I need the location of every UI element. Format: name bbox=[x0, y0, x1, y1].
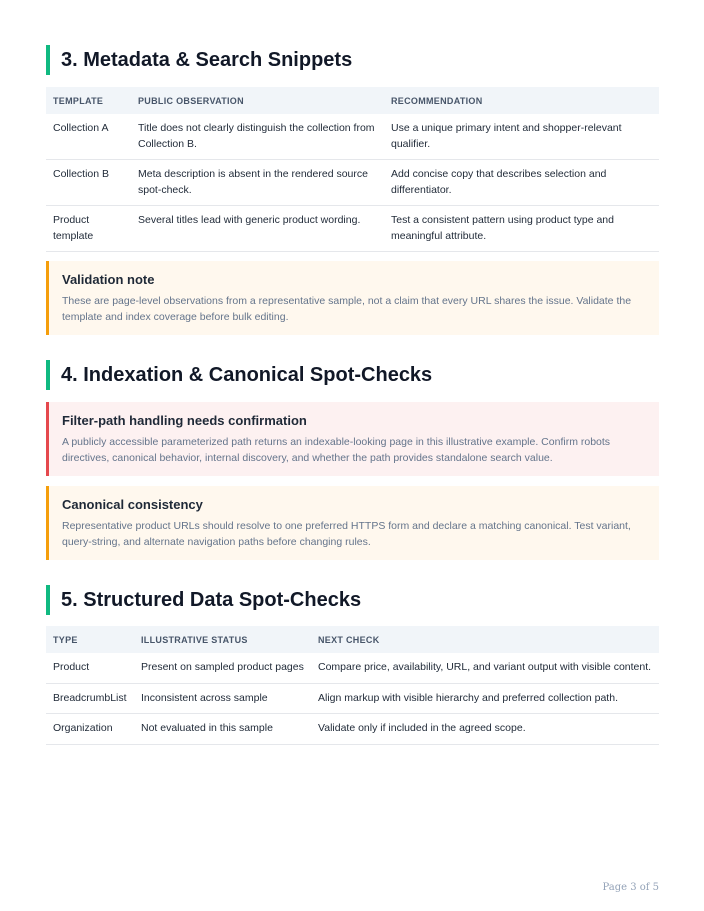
cell-recommendation: Add concise copy that describes selection and differentiator. bbox=[384, 160, 659, 206]
section-heading-structured-data: 5. Structured Data Spot-Checks bbox=[46, 585, 659, 615]
cell-type: Product bbox=[46, 653, 134, 683]
page-number: Page 3 of 5 bbox=[602, 882, 659, 893]
cell-type: Organization bbox=[46, 714, 134, 745]
callout-title: Canonical consistency bbox=[62, 497, 203, 512]
table-row bbox=[46, 714, 659, 745]
validation-note-callout bbox=[46, 261, 659, 335]
section-heading-metadata: 3. Metadata & Search Snippets bbox=[46, 45, 659, 75]
cell-recommendation: Test a consistent pattern using product type and meaningful attribute. bbox=[384, 206, 659, 252]
table-header-row bbox=[46, 87, 659, 114]
metadata-table bbox=[46, 87, 659, 252]
table-row bbox=[46, 114, 659, 160]
column-header-type: TYPE bbox=[46, 626, 134, 653]
structured-data-table bbox=[46, 626, 659, 745]
cell-observation: Title does not clearly distinguish the collection from Collection B. bbox=[131, 114, 384, 160]
callout-body: Representative product URLs should resolve to one preferred HTTPS form and declare a matching canonical. Test variant, query-string, and alternate navigation paths before changing rules. bbox=[62, 520, 631, 548]
table-row bbox=[46, 206, 659, 252]
table-row bbox=[46, 683, 659, 714]
column-header-observation: PUBLIC OBSERVATION bbox=[131, 87, 384, 114]
cell-status: Not evaluated in this sample bbox=[134, 714, 311, 745]
column-header-status: ILLUSTRATIVE STATUS bbox=[134, 626, 311, 653]
cell-next-check: Align markup with visible hierarchy and preferred collection path. bbox=[311, 683, 659, 714]
cell-observation: Meta description is absent in the rendered source spot-check. bbox=[131, 160, 384, 206]
callout-title: Validation note bbox=[62, 272, 155, 287]
cell-template: Collection B bbox=[46, 160, 131, 206]
column-header-template: TEMPLATE bbox=[46, 87, 131, 114]
cell-type: BreadcrumbList bbox=[46, 683, 134, 714]
table-row bbox=[46, 653, 659, 683]
table-row bbox=[46, 160, 659, 206]
filter-path-callout bbox=[46, 402, 659, 476]
cell-next-check: Validate only if included in the agreed scope. bbox=[311, 714, 659, 745]
cell-template: Product template bbox=[46, 206, 131, 252]
column-header-recommendation: RECOMMENDATION bbox=[384, 87, 659, 114]
cell-status: Present on sampled product pages bbox=[134, 653, 311, 683]
callout-body: A publicly accessible parameterized path returns an indexable-looking page in this illustrative example. Confirm robots directives, canonical behavior, internal discovery, and whether the path provides standalone search value. bbox=[62, 436, 611, 464]
canonical-consistency-callout bbox=[46, 486, 659, 560]
cell-template: Collection A bbox=[46, 114, 131, 160]
callout-body: These are page-level observations from a representative sample, not a claim that every URL shares the issue. Validate the template and index coverage before bulk editing. bbox=[62, 295, 632, 323]
cell-observation: Several titles lead with generic product wording. bbox=[131, 206, 384, 252]
table-header-row bbox=[46, 626, 659, 653]
cell-recommendation: Use a unique primary intent and shopper-relevant qualifier. bbox=[384, 114, 659, 160]
column-header-next-check: NEXT CHECK bbox=[311, 626, 659, 653]
callout-title: Filter-path handling needs confirmation bbox=[62, 413, 307, 428]
section-heading-indexation: 4. Indexation & Canonical Spot-Checks bbox=[46, 360, 659, 390]
cell-status: Inconsistent across sample bbox=[134, 683, 311, 714]
cell-next-check: Compare price, availability, URL, and variant output with visible content. bbox=[311, 653, 659, 683]
